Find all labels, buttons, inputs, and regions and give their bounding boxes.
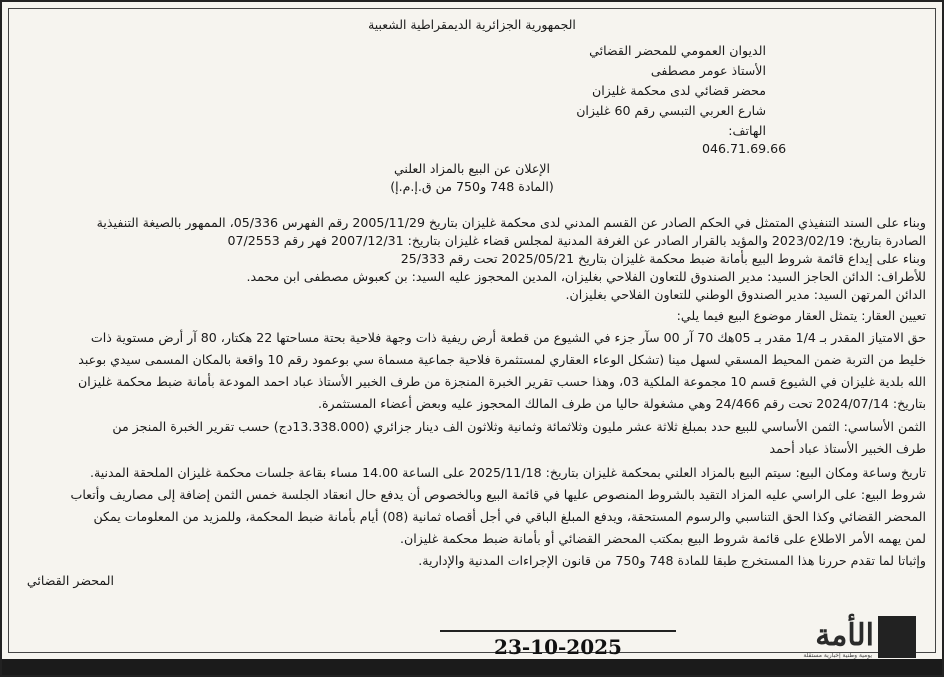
office-name: الديوان العمومي للمحضر القضائي [589,43,766,58]
body-line-15: المحضر القضائي وكذا الحق التناسبي والرسوم المستحقة، ويدفع المبلغ الباقي في أجل أقصاه ثمانية (08) أيام بأمانة ضبط المحكمة، وللمزيد من المعلومات يمكن [93,509,926,524]
newspaper-logo [766,616,916,662]
body-line-5: الدائن المرتهن السيد: مدير الصندوق الوطني للتعاون الفلاحي بغليزان. [565,287,926,302]
phone-row [728,122,766,139]
office-address: شارع العربي التبسي رقم 60 غليزان [576,103,766,118]
body-line-6: تعيين العقار: يتمثل العقار موضوع البيع فيما يلي: [676,308,926,323]
body-line-14: شروط البيع: على الراسي عليه المزاد التقيد بالشروط المنصوص عليها في قائمة البيع وبالخصوص أن يدفع حال انعقاد الجلسة خمس الثمن إضافة إلى مصاريف وأتعاب [70,487,926,502]
notice-title: الإعلان عن البيع بالمزاد العلني [393,161,551,176]
body-line-1: وبناء على السند التنفيذي المتمثل في الحكم الصادر عن القسم المدني لدى محكمة غليزان بتاريخ 2005/11/29 رقم الفهرس 05/336، الممهور بالصيغة التنفيذية [96,215,926,230]
body-line-8: خليط من التربة ضمن المحيط المسقي لسهل مينا (تشكل الوعاء العقاري لمستثمرة فلاحية جماعية مسماة سي بوعمود رقم 10 واقعة بالمكان المسمى سيدي بوعبد [78,352,926,367]
bailiff-role: محضر قضائي لدى محكمة غليزان [592,83,766,98]
phone-number: 046.71.69.66 [702,141,787,156]
body-line-12: طرف الخبير الأستاذ عباد أحمد [769,441,926,456]
publication-date: 23-10-2025 [440,630,676,662]
body-line-3: وبناء على إيداع قائمة شروط البيع بأمانة ضبط محكمة غليزان بتاريخ 2025/05/21 تحت رقم 25/333 [400,251,926,266]
logo-tagline: يومية وطنية إخبارية مستقلة [803,652,872,659]
body-line-13: تاريخ وساعة ومكان البيع: سيتم البيع بالمزاد العلني بمحكمة غليزان بتاريخ: 2025/11/18 على الساعة 14.00 مساء بقاعة جلسات محكمة غليزان الملحقة المدنية. [89,465,926,480]
phone-label: الهاتف: [728,123,766,138]
body-line-11: الثمن الأساسي: الثمن الأساسي للبيع حدد بمبلغ ثلاثة عشر مليون وثلاثمائة وثمانية وثلاثون الف دينار جزائري (13.338.000دج) حسب تقرير الخبرة المنجز من [112,419,926,434]
logo-wordmark: الأمة [815,618,874,653]
body-line-10: بتاريخ: 2024/07/14 تحت رقم 24/466 وهي مشغولة حاليا من طرف المالك المحجوز عليه وبعض أعضاء المستثمرة. [317,396,926,411]
body-line-2: الصادرة بتاريخ: 2023/02/19 والمؤيد بالقرار الصادر عن الغرفة المدنية لمجلس قضاء غليزان بتاريخ: 2007/12/31 فهر رقم 07/2553 [227,233,926,248]
body-line-9: الله بلدية غليزان في الشيوع قسم 10 مجموعة الملكية 03، وهذا حسب تقرير الخبرة المنجزة من طرف الخبير الأستاذ عباد احمد المودعة بأمانة ضبط محكمة غليزان [78,374,926,389]
republic-heading: الجمهورية الجزائرية الديمقراطية الشعبية [368,17,576,32]
body-line-7: حق الامتياز المقدر بـ 1/4 مقدر بـ 05هك 70 آر 00 سآر جزء في الشيوع من قطعة أرض ريفية ذات وجهة فلاحية بحتة مساحتها 22 هكتار، 80 آر أرض مستوية ذات [90,330,926,345]
body-line-4: للأطراف: الدائن الحاجز السيد: مدير الصندوق للتعاون الفلاحي بغليزان، المدين المحجوز عليه السيد: بن كعبوش مصطفى ابن محمد. [246,269,926,284]
logo-block-icon [878,616,916,658]
body-line-17: وإثباتا لما تقدم حررنا هذا المستخرج طبقا للمادة 748 و750 من قانون الإجراءات المدنية والإدارية. [418,553,926,568]
footer-band [2,659,942,675]
signature-label: المحضر القضائي [26,573,114,588]
body-line-16: لمن يهمه الأمر الاطلاع على قائمة شروط البيع بمكتب المحضر القضائي أو بأمانة ضبط محكمة غليزان. [400,531,926,546]
bailiff-name: الأستاذ عومر مصطفى [650,63,766,78]
notice-subtitle: (المادة 748 و750 من ق.إ.م.إ) [390,179,554,194]
